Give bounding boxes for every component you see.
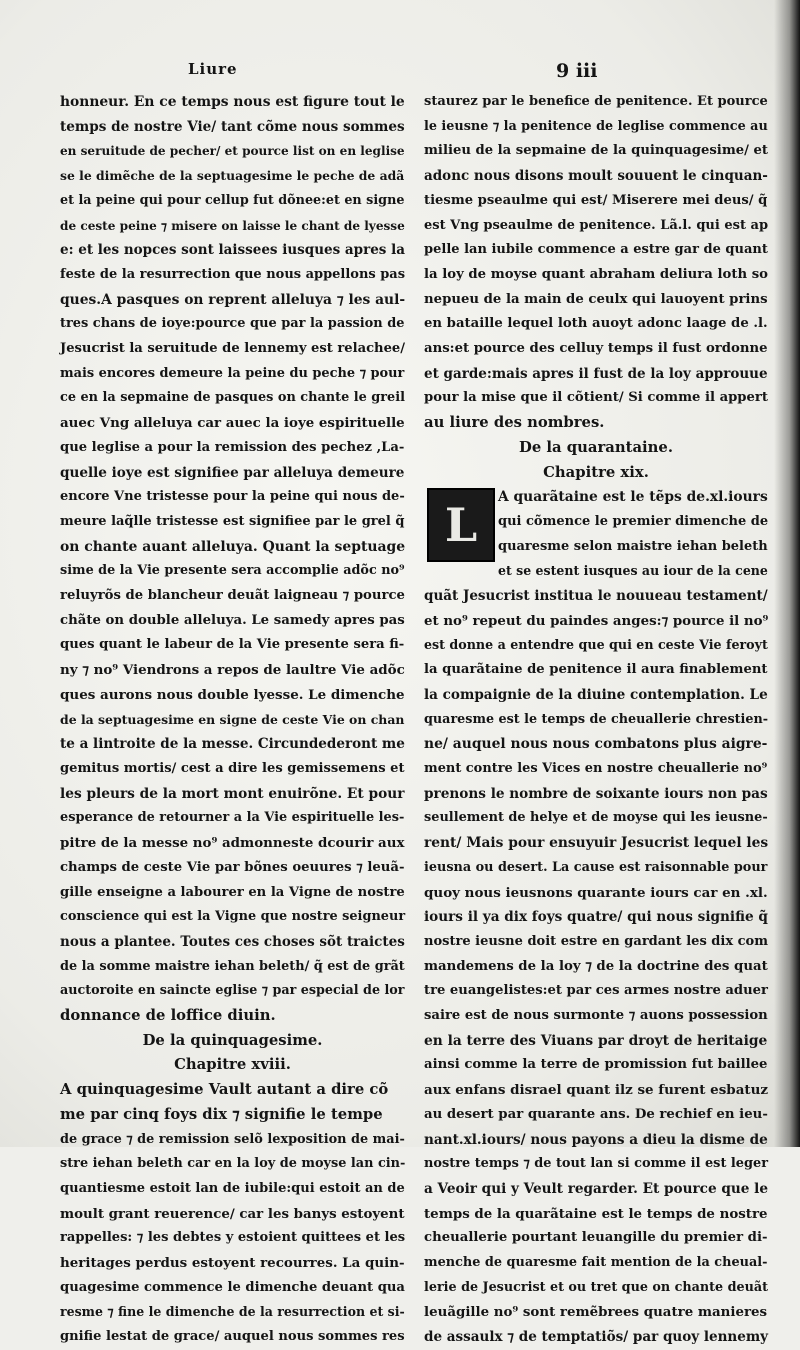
text-line: de la somme maistre iehan beleth/ q̃ est de grãt xyxy=(60,958,405,974)
text-line: de grace ⁊ de remission selõ lexposition de mai- xyxy=(60,1131,405,1147)
text-line: quagesime commence le dimenche deuant qua xyxy=(60,1279,405,1295)
text-line: heritages perdus estoyent recourres. La quin- xyxy=(60,1255,405,1272)
chapter-opening xyxy=(424,485,768,584)
text-line: et garde:mais apres il fust de la loy approuue xyxy=(424,365,768,382)
text-line: resme ⁊ fine le dimenche de la resurrection et si- xyxy=(60,1304,405,1320)
text-line: A quinquagesime Vault autant a dire cõ xyxy=(60,1081,389,1099)
text-line: leuãgille no⁹ sont remẽbrees quatre manieres xyxy=(424,1304,768,1321)
text-line: pour la mise que il cõtient/ Si comme il appert xyxy=(424,390,768,406)
text-line: ques quant le labeur de la Vie presente sera fi- xyxy=(60,637,405,653)
text-line: pelle lan iubile commence a estre gar de quant xyxy=(424,242,768,258)
text-line: en bataille lequel loth auoyt adonc laage de .l. xyxy=(424,316,768,332)
running-head-left: Liure xyxy=(188,60,238,78)
initial-letter: L xyxy=(444,497,478,552)
text-line: ny ⁊ no⁹ Viendrons a repos de laultre Vie adõc xyxy=(60,662,405,679)
text-line: est donne a entendre que qui en ceste Vie feroyt xyxy=(424,637,768,653)
text-line: honneur. En ce temps nous est figure tout le xyxy=(60,94,405,110)
text-line: encore Vne tristesse pour la peine qui nous de- xyxy=(60,489,405,505)
text-line: et la peine qui pour cellup fut dõnee:et en signe xyxy=(60,192,405,208)
text-line: quoy nous ieusnons quarante iours car en .xl. xyxy=(424,884,768,901)
text-line: ans:et pource des celluy temps il fust ordonne xyxy=(424,341,768,357)
text-line: moult grant reuerence/ car les banys estoyent xyxy=(60,1205,405,1222)
text-line: aux enfans disrael quant ilz se furent esbatuz xyxy=(424,1082,769,1099)
text-line: quãt Jesucrist institua le nouueau testament/ xyxy=(424,588,768,605)
text-line: temps de la quarãtaine est le temps de nostre xyxy=(424,1205,768,1222)
text-line: auctoroite en saincte eglise ⁊ par especial de lor xyxy=(60,983,405,999)
text-line: qui cõmence le premier dimenche de xyxy=(498,513,769,529)
text-line: a Veoir qui y Veult regarder. Et pource que le xyxy=(424,1180,768,1197)
text-line: feste de la resurrection que nous appellons pas xyxy=(60,266,406,282)
text-line: me par cinq foys dix ⁊ signifie le tempe xyxy=(60,1105,383,1123)
page-edge-shadow xyxy=(774,0,800,1147)
text-line: de ceste peine ⁊ misere on laisse le chant de lyesse xyxy=(60,218,405,233)
left-column xyxy=(60,90,405,1350)
text-line: stre iehan beleth car en la loy de moyse lan cin- xyxy=(60,1156,406,1172)
text-line: mais encores demeure la peine du peche ⁊ pour xyxy=(60,365,405,381)
section-heading: De la quarantaine. xyxy=(519,438,673,456)
text-line: en la terre des Viuans par droyt de heritaige xyxy=(424,1032,768,1049)
text-line: le ieusne ⁊ la penitence de leglise commence au xyxy=(424,118,768,134)
text-line: ieusna ou desert. La cause est raisonnable pour xyxy=(424,859,768,875)
text-line: ment contre les Vices en nostre cheuallerie no⁹ xyxy=(424,760,768,776)
text-line: nous a plantee. Toutes ces choses sõt traictes xyxy=(60,933,405,950)
text-line: adonc nous disons moult souuent le cinquan- xyxy=(424,168,768,185)
text-line: nostre temps ⁊ de tout lan si comme il est leger xyxy=(424,1156,769,1172)
text-line: pitre de la messe no⁹ admonneste dcourir aux xyxy=(60,835,405,852)
text-line: sime de la Vie presente sera accomplie adõc no⁹ xyxy=(60,563,405,579)
text-line: quaresme selon maistre iehan beleth xyxy=(498,538,768,554)
text-line: iours il ya dix foys quatre/ qui nous signifie q̃ xyxy=(424,909,768,926)
text-line: rappelles: ⁊ les debtes y estoient quittees et les xyxy=(60,1230,406,1246)
text-line: Jesucrist la seruitude de lennemy est relachee/ xyxy=(60,341,406,357)
text-line: au desert par quarante ans. De rechief en ieu- xyxy=(424,1106,768,1122)
text-line: seullement de helye et de moyse qui les ieusne- xyxy=(424,810,768,826)
text-line: ques aurons nous double lyesse. Le dimenche xyxy=(60,686,405,703)
text-line: te a lintroite de la messe. Circundederont me xyxy=(60,736,405,753)
text-line: rent/ Mais pour ensuyuir Jesucrist lequel les xyxy=(424,835,769,852)
text-line: nepueu de la main de ceulx qui lauoyent prins xyxy=(424,291,768,307)
right-column xyxy=(424,90,768,1350)
text-line: ce en la sepmaine de pasques on chante le greil xyxy=(60,390,406,406)
text-line: milieu de la sepmaine de la quinquagesime/ et xyxy=(424,143,768,159)
text-line: quelle ioye est signifiee par alleluya demeure xyxy=(60,464,405,481)
text-line: la quarãtaine de penitence il aura finablement xyxy=(424,662,768,678)
text-line: et no⁹ repeut du paindes anges:⁊ pource il no⁹ xyxy=(424,612,769,629)
text-line: conscience qui est la Vigne que nostre seigneur xyxy=(60,909,406,925)
chapter-number: Chapitre xviii. xyxy=(174,1056,291,1074)
text-line: meure laq̃lle tristesse est signifiee par le grel q̃ xyxy=(60,513,405,529)
text-line: chãte on double alleluya. Le samedy apres pas xyxy=(60,612,405,628)
text-line: prenons le nombre de soixante iours non pas xyxy=(424,785,768,802)
text-line: cheuallerie pourtant leuangille du premier di- xyxy=(424,1230,768,1246)
text-line: au liure des nombres. xyxy=(424,414,605,432)
text-line: reluyrõs de blancheur deuãt laigneau ⁊ pource xyxy=(60,588,405,604)
text-line: ques.A pasques on reprent alleluya ⁊ les aul- xyxy=(60,291,406,308)
running-head-right: 9 iii xyxy=(556,60,598,82)
text-line: est Vng pseaulme de penitence. Lã.l. qui est ap xyxy=(424,217,769,233)
text-line: tiesme pseaulme qui est/ Miserere mei deus/ q̃ xyxy=(424,192,768,208)
text-line: ne/ auquel nous nous combatons plus aigre- xyxy=(424,736,768,753)
text-line: de la septuagesime en signe de ceste Vie on chan xyxy=(60,711,405,727)
text-line: esperance de retourner a la Vie espirituelle les- xyxy=(60,810,405,826)
text-line: nant.xl.iours/ nous payons a dieu la disme de xyxy=(424,1131,768,1148)
text-line: la compaignie de la diuine contemplation. Le xyxy=(424,686,768,703)
text-line: tre euangelistes:et par ces armes nostre aduer xyxy=(424,983,768,999)
text-line: et se estent iusques au iour de la cene xyxy=(498,563,768,579)
text-line: e: et les nopces sont laissees iusques apres la xyxy=(60,242,405,259)
text-line: tres chans de ioye:pource que par la passion de xyxy=(60,316,405,332)
text-line: que leglise a pour la remission des pechez ,La- xyxy=(60,439,405,455)
text-line: menche de quaresme fait mention de la cheual- xyxy=(424,1255,768,1271)
text-line: donnance de loffice diuin. xyxy=(60,1007,276,1025)
text-line: champs de ceste Vie par bõnes oeuures ⁊ leuã- xyxy=(60,859,405,875)
text-line: saire est de nous surmonte ⁊ auons possession xyxy=(424,1008,768,1024)
text-line: se le dimẽche de la septuagesime le peche de adã xyxy=(60,168,405,184)
text-line: gnifie lestat de grace/ auquel nous sommes res xyxy=(60,1329,405,1345)
text-line: staurez par le benefice de penitence. Et pource xyxy=(424,94,768,109)
text-line: ainsi comme la terre de promission fut baillee xyxy=(424,1057,768,1073)
text-line: en seruitude de pecher/ et pource list on en leglise xyxy=(60,144,405,159)
chapter-number: Chapitre xix. xyxy=(543,463,649,481)
text-line: on chante auant alleluya. Quant la septuage xyxy=(60,538,406,555)
text-line: quantiesme estoit lan de iubile:qui estoit an de xyxy=(60,1180,405,1196)
section-heading: De la quinquagesime. xyxy=(142,1031,323,1049)
text-line: auec Vng alleluya car auec la ioye espirituelle xyxy=(60,415,405,432)
text-line: les pleurs de la mort mont enuirõne. Et pour xyxy=(60,785,405,802)
text-line: nostre ieusne doit estre en gardant les dix com xyxy=(424,933,769,949)
text-line: gille enseigne a labourer en la Vigne de nostre xyxy=(60,884,405,900)
text-line: de assaulx ⁊ de temptatiõs/ par quoy lennemy xyxy=(424,1329,769,1346)
decorated-initial xyxy=(427,488,495,562)
text-line: mandemens de la loy ⁊ de la doctrine des quat xyxy=(424,958,768,974)
text-line: quaresme est le temps de cheuallerie chrestien- xyxy=(424,711,769,727)
text-line: lerie de Jesucrist et ou tret que on chante deuãt xyxy=(424,1279,769,1295)
text-line: la loy de moyse quant abraham deliura loth so xyxy=(424,266,769,282)
text-line: A quarãtaine est le tẽps de.xl.iours xyxy=(498,489,768,506)
text-line: temps de nostre Vie/ tant cõme nous sommes xyxy=(60,118,405,135)
text-line: gemitus mortis/ cest a dire les gemissemens et xyxy=(60,760,405,776)
